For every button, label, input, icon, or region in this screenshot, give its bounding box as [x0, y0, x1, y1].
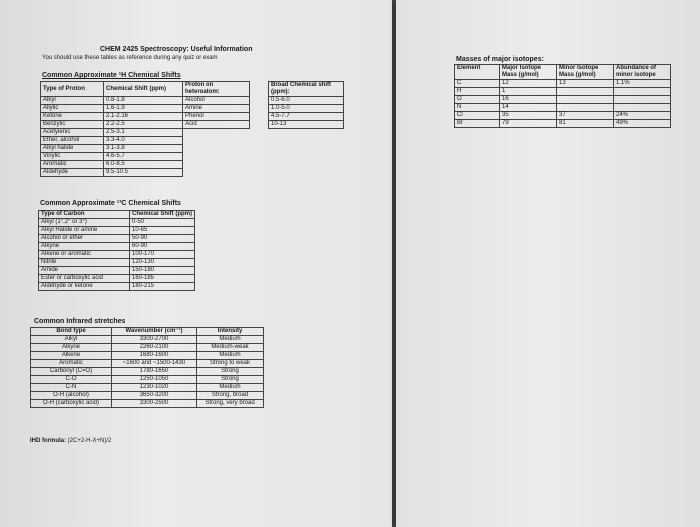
table-row — [39, 275, 195, 283]
h1-col-type: Type of Proton — [41, 82, 104, 97]
h1-shift: 6.0-8.5 — [104, 161, 183, 169]
table-row — [31, 344, 264, 352]
iso-col-element: Element — [455, 65, 500, 80]
table-row — [31, 392, 264, 400]
table-row — [455, 88, 671, 96]
table-row — [39, 267, 195, 275]
h1-type: Allylic — [41, 105, 104, 113]
iso-abundance: 1.1% — [614, 80, 671, 88]
iso-element: H — [455, 88, 500, 96]
h1-shifts-heading: Common Approximate ¹H Chemical Shifts — [42, 72, 181, 79]
ir-bond: Alkene — [31, 352, 112, 360]
table-row — [39, 243, 195, 251]
ihd-label: IHD formula: — [30, 438, 66, 444]
hetero-type: Acid — [183, 121, 250, 129]
iso-abundance — [614, 104, 671, 112]
ir-wavenumber: ~1600 and ~1500-1430 — [112, 360, 197, 368]
iso-abundance: 49% — [614, 120, 671, 128]
h1-type: Vinylic — [41, 153, 104, 161]
h1-type: Ketone — [41, 113, 104, 121]
iso-minor — [557, 88, 614, 96]
hetero-type: Phenol — [183, 113, 250, 121]
h1-col-hetero: Proton on heteroatom: — [183, 82, 250, 97]
c13-shift: 160-185 — [130, 275, 195, 283]
hetero-shift: 4.5-7.7 — [269, 113, 344, 121]
hetero-shift: 10-13 — [269, 121, 344, 129]
ir-wavenumber: 2260-2100 — [112, 344, 197, 352]
ir-bond: Carbonyl (C=O) — [31, 368, 112, 376]
h1-shift: 4.6-5.7 — [104, 153, 183, 161]
table-row — [455, 80, 671, 88]
ir-col-bond: Bond type — [31, 328, 112, 336]
iso-major: 14 — [500, 104, 557, 112]
c13-shift: 10-65 — [130, 227, 195, 235]
ir-intensity: Strong — [197, 376, 264, 384]
ir-col-wavenumber: Wavenumber (cm⁻¹) — [112, 328, 197, 336]
table-row — [39, 235, 195, 243]
table-row — [41, 161, 344, 169]
h1-type: Aromatic — [41, 161, 104, 169]
table-row — [455, 104, 671, 112]
table-row — [41, 153, 344, 161]
iso-element: O — [455, 96, 500, 104]
ir-bond: O-H (carboxylic acid) — [31, 400, 112, 408]
table-row — [31, 384, 264, 392]
h1-type: Aldehyde — [41, 169, 104, 177]
c13-shift: 180-215 — [130, 283, 195, 291]
ir-wavenumber: 1680-1600 — [112, 352, 197, 360]
ir-wavenumber: 3650-3200 — [112, 392, 197, 400]
ir-wavenumber: 1250-1050 — [112, 376, 197, 384]
table-row — [31, 376, 264, 384]
h1-type: Alkyl halide — [41, 145, 104, 153]
iso-col-abundance: Abundance of minor isotope — [614, 65, 671, 80]
h1-col-broad: Broad Chemical shift (ppm): — [269, 82, 344, 97]
c13-type: Alkene or aromatic — [39, 251, 130, 259]
iso-minor: 37 — [557, 112, 614, 120]
table-row — [31, 400, 264, 408]
iso-element: C — [455, 80, 500, 88]
ir-wavenumber: 3300-2500 — [112, 400, 197, 408]
ir-intensity: Strong, very broad — [197, 400, 264, 408]
iso-abundance — [614, 88, 671, 96]
ir-wavenumber: 1780-1650 — [112, 368, 197, 376]
ir-intensity: Medium — [197, 384, 264, 392]
iso-element: Br — [455, 120, 500, 128]
document-title: CHEM 2425 Spectroscopy: Useful Information — [100, 46, 253, 53]
ihd-formula: (2C+2-H-X+N)/2 — [67, 438, 112, 444]
hetero-type: Amine — [183, 105, 250, 113]
h1-type: Ether, alcohol — [41, 137, 104, 145]
c13-type: Alkyl Halide or amine — [39, 227, 130, 235]
table-row — [31, 352, 264, 360]
ir-stretches-table — [30, 327, 264, 408]
iso-major: 12 — [500, 80, 557, 88]
h1-shift: 3.1-3.8 — [104, 145, 183, 153]
ir-wavenumber: 3300-2700 — [112, 336, 197, 344]
table-row — [41, 97, 344, 105]
table-row — [31, 360, 264, 368]
ir-bond: C-O — [31, 376, 112, 384]
c13-shifts-heading: Common Approximate ¹³C Chemical Shifts — [40, 200, 181, 207]
h1-type: Benzylic — [41, 121, 104, 129]
ir-intensity: Strong to weak — [197, 360, 264, 368]
ir-intensity: Medium — [197, 336, 264, 344]
c13-type: Aldehyde or ketone — [39, 283, 130, 291]
ir-bond: O-H (alcohol) — [31, 392, 112, 400]
ir-intensity: Medium — [197, 352, 264, 360]
table-row — [31, 368, 264, 376]
iso-abundance: 24% — [614, 112, 671, 120]
iso-minor — [557, 104, 614, 112]
ir-bond: Alkyne — [31, 344, 112, 352]
h1-shift: 2.2-2.5 — [104, 121, 183, 129]
c13-shift: 0-50 — [130, 219, 195, 227]
h1-shift: 9.5-10.5 — [104, 169, 183, 177]
iso-element: N — [455, 104, 500, 112]
document-subtitle: You should use these tables as reference during any quiz or exam — [42, 55, 218, 61]
ir-intensity: Strong — [197, 368, 264, 376]
table-row — [39, 251, 195, 259]
table-row — [39, 227, 195, 235]
iso-minor: 13 — [557, 80, 614, 88]
table-row — [455, 120, 671, 128]
ir-col-intensity: Intensity — [197, 328, 264, 336]
h1-shift: 1.6-1.9 — [104, 105, 183, 113]
table-row — [41, 169, 344, 177]
c13-type: Alkyne — [39, 243, 130, 251]
table-row — [41, 137, 344, 145]
ir-bond: Aromatic — [31, 360, 112, 368]
h1-shift: 3.3-4.0 — [104, 137, 183, 145]
iso-col-minor: Minor Isotope Mass (g/mol) — [557, 65, 614, 80]
c13-shift: 60-90 — [130, 243, 195, 251]
iso-abundance — [614, 96, 671, 104]
ir-intensity: Medium-weak — [197, 344, 264, 352]
ir-stretches-heading: Common Infrared stretches — [34, 318, 126, 325]
c13-col-type: Type of Carbon — [39, 211, 130, 219]
c13-type: Amide — [39, 267, 130, 275]
table-row — [455, 112, 671, 120]
ir-intensity: Strong, broad — [197, 392, 264, 400]
iso-major: 79 — [500, 120, 557, 128]
h1-shift: 2.1-2.16 — [104, 113, 183, 121]
table-row — [455, 96, 671, 104]
iso-major: 35 — [500, 112, 557, 120]
ir-wavenumber: 1230-1020 — [112, 384, 197, 392]
hetero-shift: 0.5-6.0 — [269, 97, 344, 105]
c13-type: Alcohol or ether — [39, 235, 130, 243]
c13-shifts-table — [38, 210, 195, 291]
ir-bond: C-N — [31, 384, 112, 392]
right-paper-sheet — [396, 0, 700, 527]
c13-type: Ester or carboxylic acid — [39, 275, 130, 283]
c13-shift: 120-130 — [130, 259, 195, 267]
c13-shift: 50-90 — [130, 235, 195, 243]
table-row — [39, 283, 195, 291]
table-row — [41, 145, 344, 153]
h1-type: Alkyl — [41, 97, 104, 105]
table-row — [41, 129, 344, 137]
iso-minor — [557, 96, 614, 104]
h1-type: Acetylenic — [41, 129, 104, 137]
c13-col-shift: Chemical Shift (ppm) — [130, 211, 195, 219]
iso-col-major: Major Isotope Mass (g/mol) — [500, 65, 557, 80]
iso-major: 16 — [500, 96, 557, 104]
h1-shift: 0.8-1.8 — [104, 97, 183, 105]
iso-major: 1 — [500, 88, 557, 96]
ihd-line — [30, 438, 111, 444]
c13-type: Nitrile — [39, 259, 130, 267]
h1-shifts-table — [40, 81, 344, 177]
table-row — [39, 219, 195, 227]
table-row — [41, 113, 344, 121]
table-row — [31, 336, 264, 344]
hetero-type: Alcohol — [183, 97, 250, 105]
iso-minor: 81 — [557, 120, 614, 128]
isotope-heading: Masses of major isotopes: — [456, 56, 544, 63]
h1-shift: 2.5-3.1 — [104, 129, 183, 137]
ir-bond: Alkyl — [31, 336, 112, 344]
h1-col-shift: Chemical Shift (ppm) — [104, 82, 183, 97]
table-row — [39, 259, 195, 267]
iso-element: Cl — [455, 112, 500, 120]
c13-type: Alkyl (1°,2° or 3°) — [39, 219, 130, 227]
c13-shift: 100-170 — [130, 251, 195, 259]
isotope-table — [454, 64, 671, 128]
table-row — [41, 105, 344, 113]
hetero-shift: 1.0-5.0 — [269, 105, 344, 113]
c13-shift: 150-180 — [130, 267, 195, 275]
table-row — [41, 121, 344, 129]
